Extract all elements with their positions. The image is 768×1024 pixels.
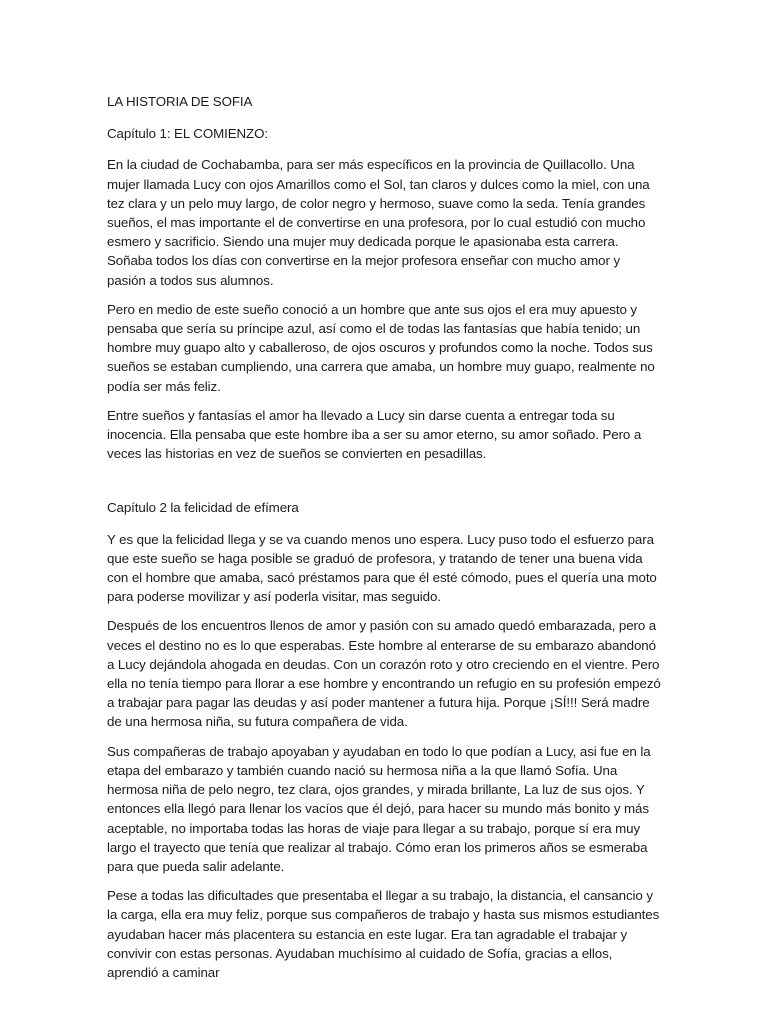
- chapter-1: [107, 124, 662, 463]
- chapter-1-paragraph-1: En la ciudad de Cochabamba, para ser más específicos en la provincia de Quillacollo. Una mujer llamada Lucy con ojos Amarillos como el Sol, tan claros y dulces como la miel, con una tez clara y un pelo muy largo, de color negro y hermoso, suave como la seda. Tenía grandes sueños, el mas importante el de convertirse en una profesora, por lo cual estudió con mucho esmero y sacrificio. Siendo una mujer muy dedicada porque le apasionaba esta carrera. Soñaba todos los días con convertirse en la mejor profesora enseñar con mucho amor y pasión a todos sus alumnos.: [107, 157, 650, 288]
- chapter-2-paragraph-4: Pese a todas las dificultades que presentaba el llegar a su trabajo, la distancia, el cansancio y la carga, ella era muy feliz, porque sus compañeros de trabajo y hasta sus mismos estudiantes ayudaban hacer más placentera su estancia en este lugar. Era tan agradable el trabajar y convivir con estas personas. Ayudaban muchísimo al cuidado de Sofía, gracias a ellos, aprendió a caminar: [107, 888, 660, 980]
- chapter-1-paragraph-3: Entre sueños y fantasías el amor ha llevado a Lucy sin darse cuenta a entregar toda su inocencia. Ella pensaba que este hombre iba a ser su amor eterno, su amor soñado. Pero a veces las historias en vez de sueños se convierten en pesadillas.: [107, 407, 642, 462]
- chapter-1-heading: Capítulo 1: EL COMIENZO:: [107, 126, 268, 142]
- chapter-2-heading: Capítulo 2 la felicidad de efímera: [107, 500, 299, 516]
- chapter-2: [107, 498, 662, 982]
- chapter-2-paragraph-2: Después de los encuentros llenos de amor y pasión con su amado quedó embarazada, pero a veces el destino no es lo que esperabas. Este hombre al enterarse de su embarazo abandonó a Lucy dejándola ahogada en deudas. Con un corazón roto y otro creciendo en el vientre. Pero ella no tenía tiempo para llorar a ese hombre y encontrando un refugio en su profesión empezó a trabajar para pagar las deudas y así poder mantener a futura hija. Porque ¡SÍ!!! Será madre de una hermosa niña, su futura compañera de vida.: [107, 618, 661, 730]
- chapter-1-paragraph-2: Pero en medio de este sueño conoció a un hombre que ante sus ojos el era muy apuesto y pensaba que sería su príncipe azul, así como el de todas las fantasías que había tenido; un hombre muy guapo alto y caballeroso, de ojos oscuros y profundos como la noche. Todos sus sueños se estaban cumpliendo, una carrera que amaba, un hombre muy guapo, realmente no podía ser más feliz.: [107, 301, 655, 394]
- document-title: LA HISTORIA DE SOFIA: [107, 94, 253, 109]
- chapter-2-paragraph-3: Sus compañeras de trabajo apoyaban y ayudaban en todo lo que podían a Lucy, asi fue en la etapa del embarazo y también cuando nació su hermosa niña a la que llamó Sofía. Una hermosa niña de pelo negro, tez clara, ojos grandes, y mirada brillante, La luz de sus ojos. Y entonces ella llegó para llenar los vacíos que él dejó, para hacer su mundo más bonito y más aceptable, no importaba todas las horas de viaje para llegar a su trabajo, porque sí era muy largo el trayecto que tenía que realizar al trabajo. Cómo eran los primeros años se esmeraba para que pueda salir adelante.: [107, 743, 651, 874]
- document-body: [107, 92, 662, 992]
- chapter-2-paragraph-1: Y es que la felicidad llega y se va cuando menos uno espera. Lucy puso todo el esfuerzo para que este sueño se haga posible se graduó de profesora, y tratando de tener una buena vida con el hombre que amaba, sacó préstamos para que él esté cómodo, pues el quería una moto para poderse movilizar y así poderla visitar, mas seguido.: [107, 531, 657, 605]
